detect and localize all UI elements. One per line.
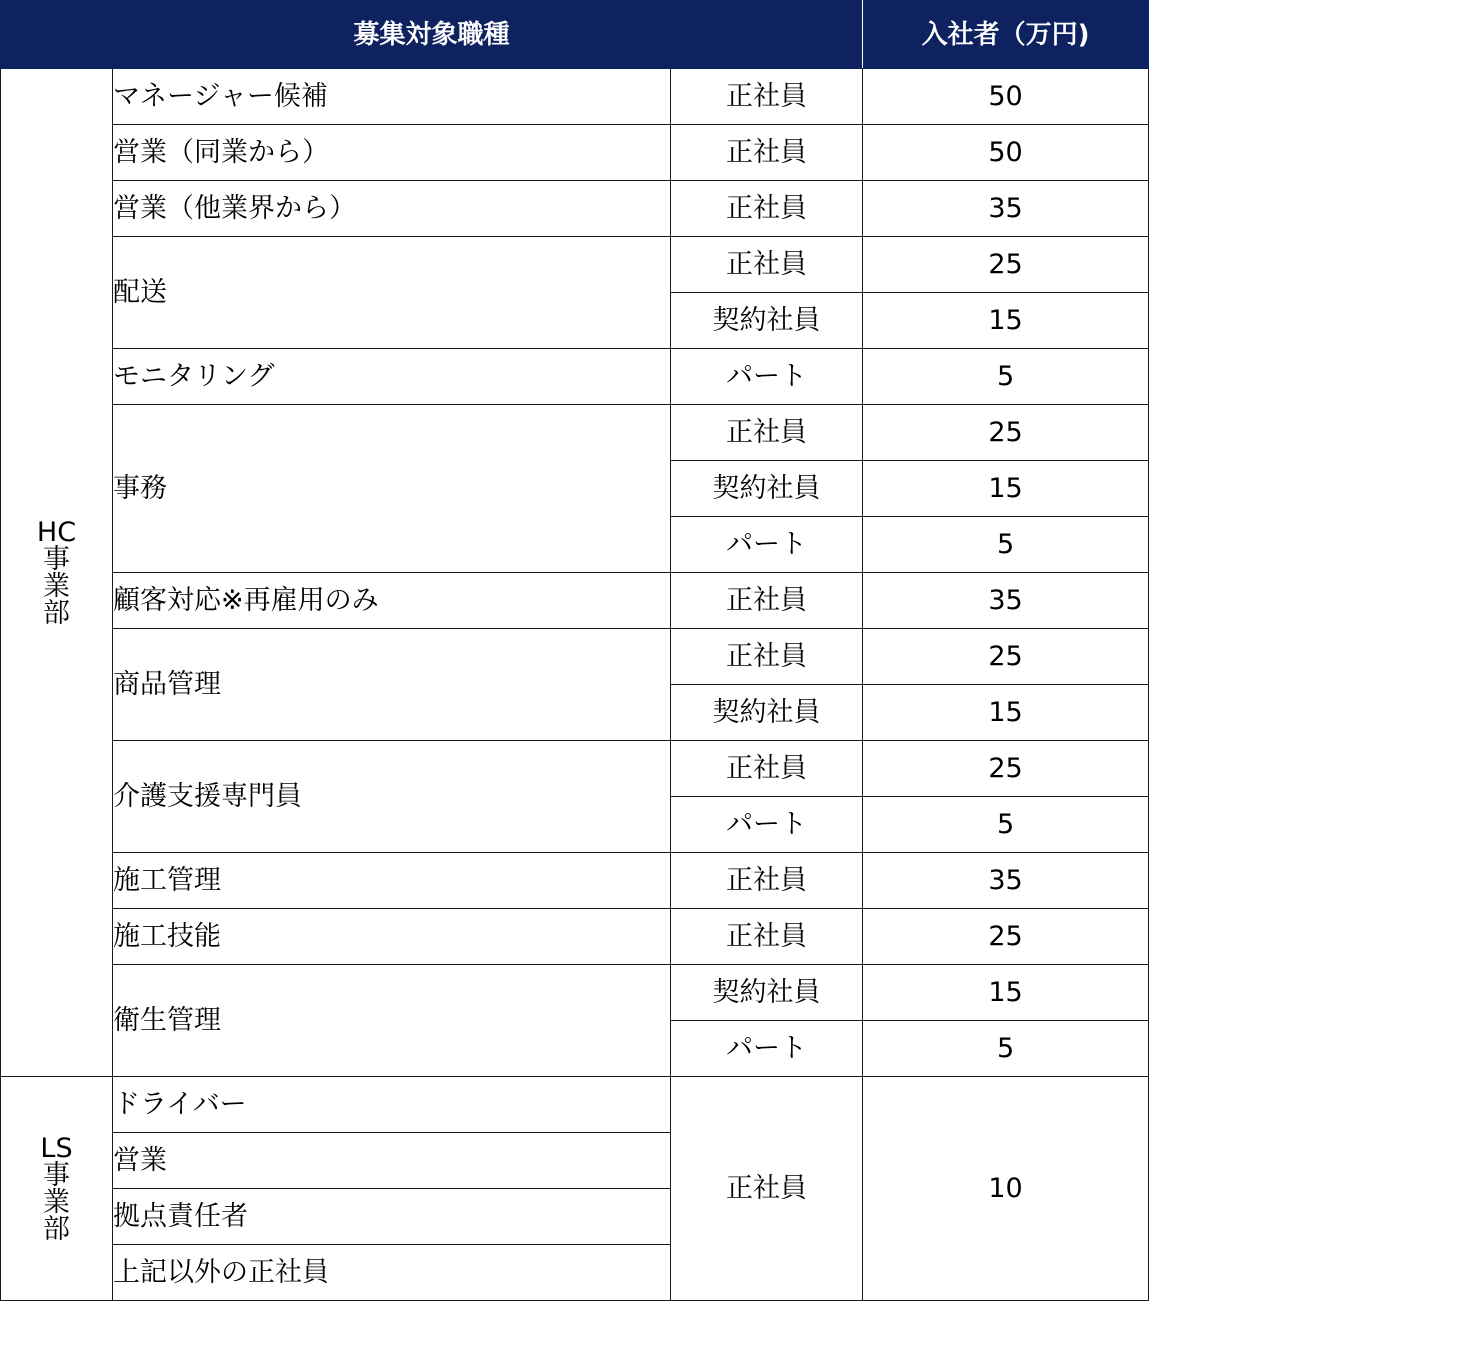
job-name: ドライバー xyxy=(113,1077,671,1133)
job-name: モニタリング xyxy=(113,349,671,405)
job-name: 衛生管理 xyxy=(113,965,671,1077)
employment-type: 契約社員 xyxy=(671,461,863,517)
table-row xyxy=(1,125,1149,181)
amount: 25 xyxy=(863,909,1149,965)
employment-type: 正社員 xyxy=(671,629,863,685)
job-name: 営業（同業から） xyxy=(113,125,671,181)
amount: 50 xyxy=(863,125,1149,181)
amount: 35 xyxy=(863,853,1149,909)
employment-type: 正社員 xyxy=(671,125,863,181)
amount: 25 xyxy=(863,741,1149,797)
header-amount: 入社者（万円) xyxy=(863,1,1149,69)
employment-type: 正社員 xyxy=(671,181,863,237)
amount: 5 xyxy=(863,1021,1149,1077)
table-row xyxy=(1,573,1149,629)
employment-type: 契約社員 xyxy=(671,685,863,741)
table-row xyxy=(1,349,1149,405)
employment-type: 正社員 xyxy=(671,573,863,629)
job-name: 施工管理 xyxy=(113,853,671,909)
table-row xyxy=(1,181,1149,237)
job-name: 配送 xyxy=(113,237,671,349)
employment-type: 正社員 xyxy=(671,909,863,965)
table-row xyxy=(1,1077,1149,1133)
amount: 25 xyxy=(863,405,1149,461)
job-name: 営業 xyxy=(113,1133,671,1189)
employment-type: 正社員 xyxy=(671,741,863,797)
job-name: 顧客対応※再雇用のみ xyxy=(113,573,671,629)
amount: 25 xyxy=(863,629,1149,685)
employment-type: パート xyxy=(671,1021,863,1077)
employment-type: パート xyxy=(671,517,863,573)
table-row xyxy=(1,629,1149,685)
job-name: マネージャー候補 xyxy=(113,69,671,125)
table-row xyxy=(1,909,1149,965)
table-header-row xyxy=(1,1,1149,69)
amount: 35 xyxy=(863,573,1149,629)
job-name: 拠点責任者 xyxy=(113,1189,671,1245)
amount: 15 xyxy=(863,685,1149,741)
employment-type: 契約社員 xyxy=(671,965,863,1021)
table-row xyxy=(1,69,1149,125)
employment-type: 正社員 xyxy=(671,69,863,125)
employment-type: 契約社員 xyxy=(671,293,863,349)
division-hc: HC 事 業 部 xyxy=(1,69,113,1077)
job-name: 介護支援専門員 xyxy=(113,741,671,853)
employment-type: パート xyxy=(671,349,863,405)
table-row xyxy=(1,741,1149,797)
job-name: 営業（他業界から） xyxy=(113,181,671,237)
employment-type: パート xyxy=(671,797,863,853)
employment-type: 正社員 xyxy=(671,1077,863,1301)
table-row xyxy=(1,853,1149,909)
amount: 5 xyxy=(863,797,1149,853)
employment-type: 正社員 xyxy=(671,237,863,293)
amount: 5 xyxy=(863,349,1149,405)
job-name: 商品管理 xyxy=(113,629,671,741)
table-row xyxy=(1,405,1149,461)
amount: 50 xyxy=(863,69,1149,125)
amount: 15 xyxy=(863,461,1149,517)
amount: 35 xyxy=(863,181,1149,237)
job-name: 上記以外の正社員 xyxy=(113,1245,671,1301)
amount: 15 xyxy=(863,293,1149,349)
employment-type: 正社員 xyxy=(671,405,863,461)
table-row xyxy=(1,965,1149,1021)
amount: 25 xyxy=(863,237,1149,293)
job-name: 事務 xyxy=(113,405,671,573)
header-position: 募集対象職種 xyxy=(1,1,863,69)
amount: 10 xyxy=(863,1077,1149,1301)
amount: 5 xyxy=(863,517,1149,573)
employment-type: 正社員 xyxy=(671,853,863,909)
division-ls: LS 事 業 部 xyxy=(1,1077,113,1301)
table-row xyxy=(1,237,1149,293)
amount: 15 xyxy=(863,965,1149,1021)
job-name: 施工技能 xyxy=(113,909,671,965)
